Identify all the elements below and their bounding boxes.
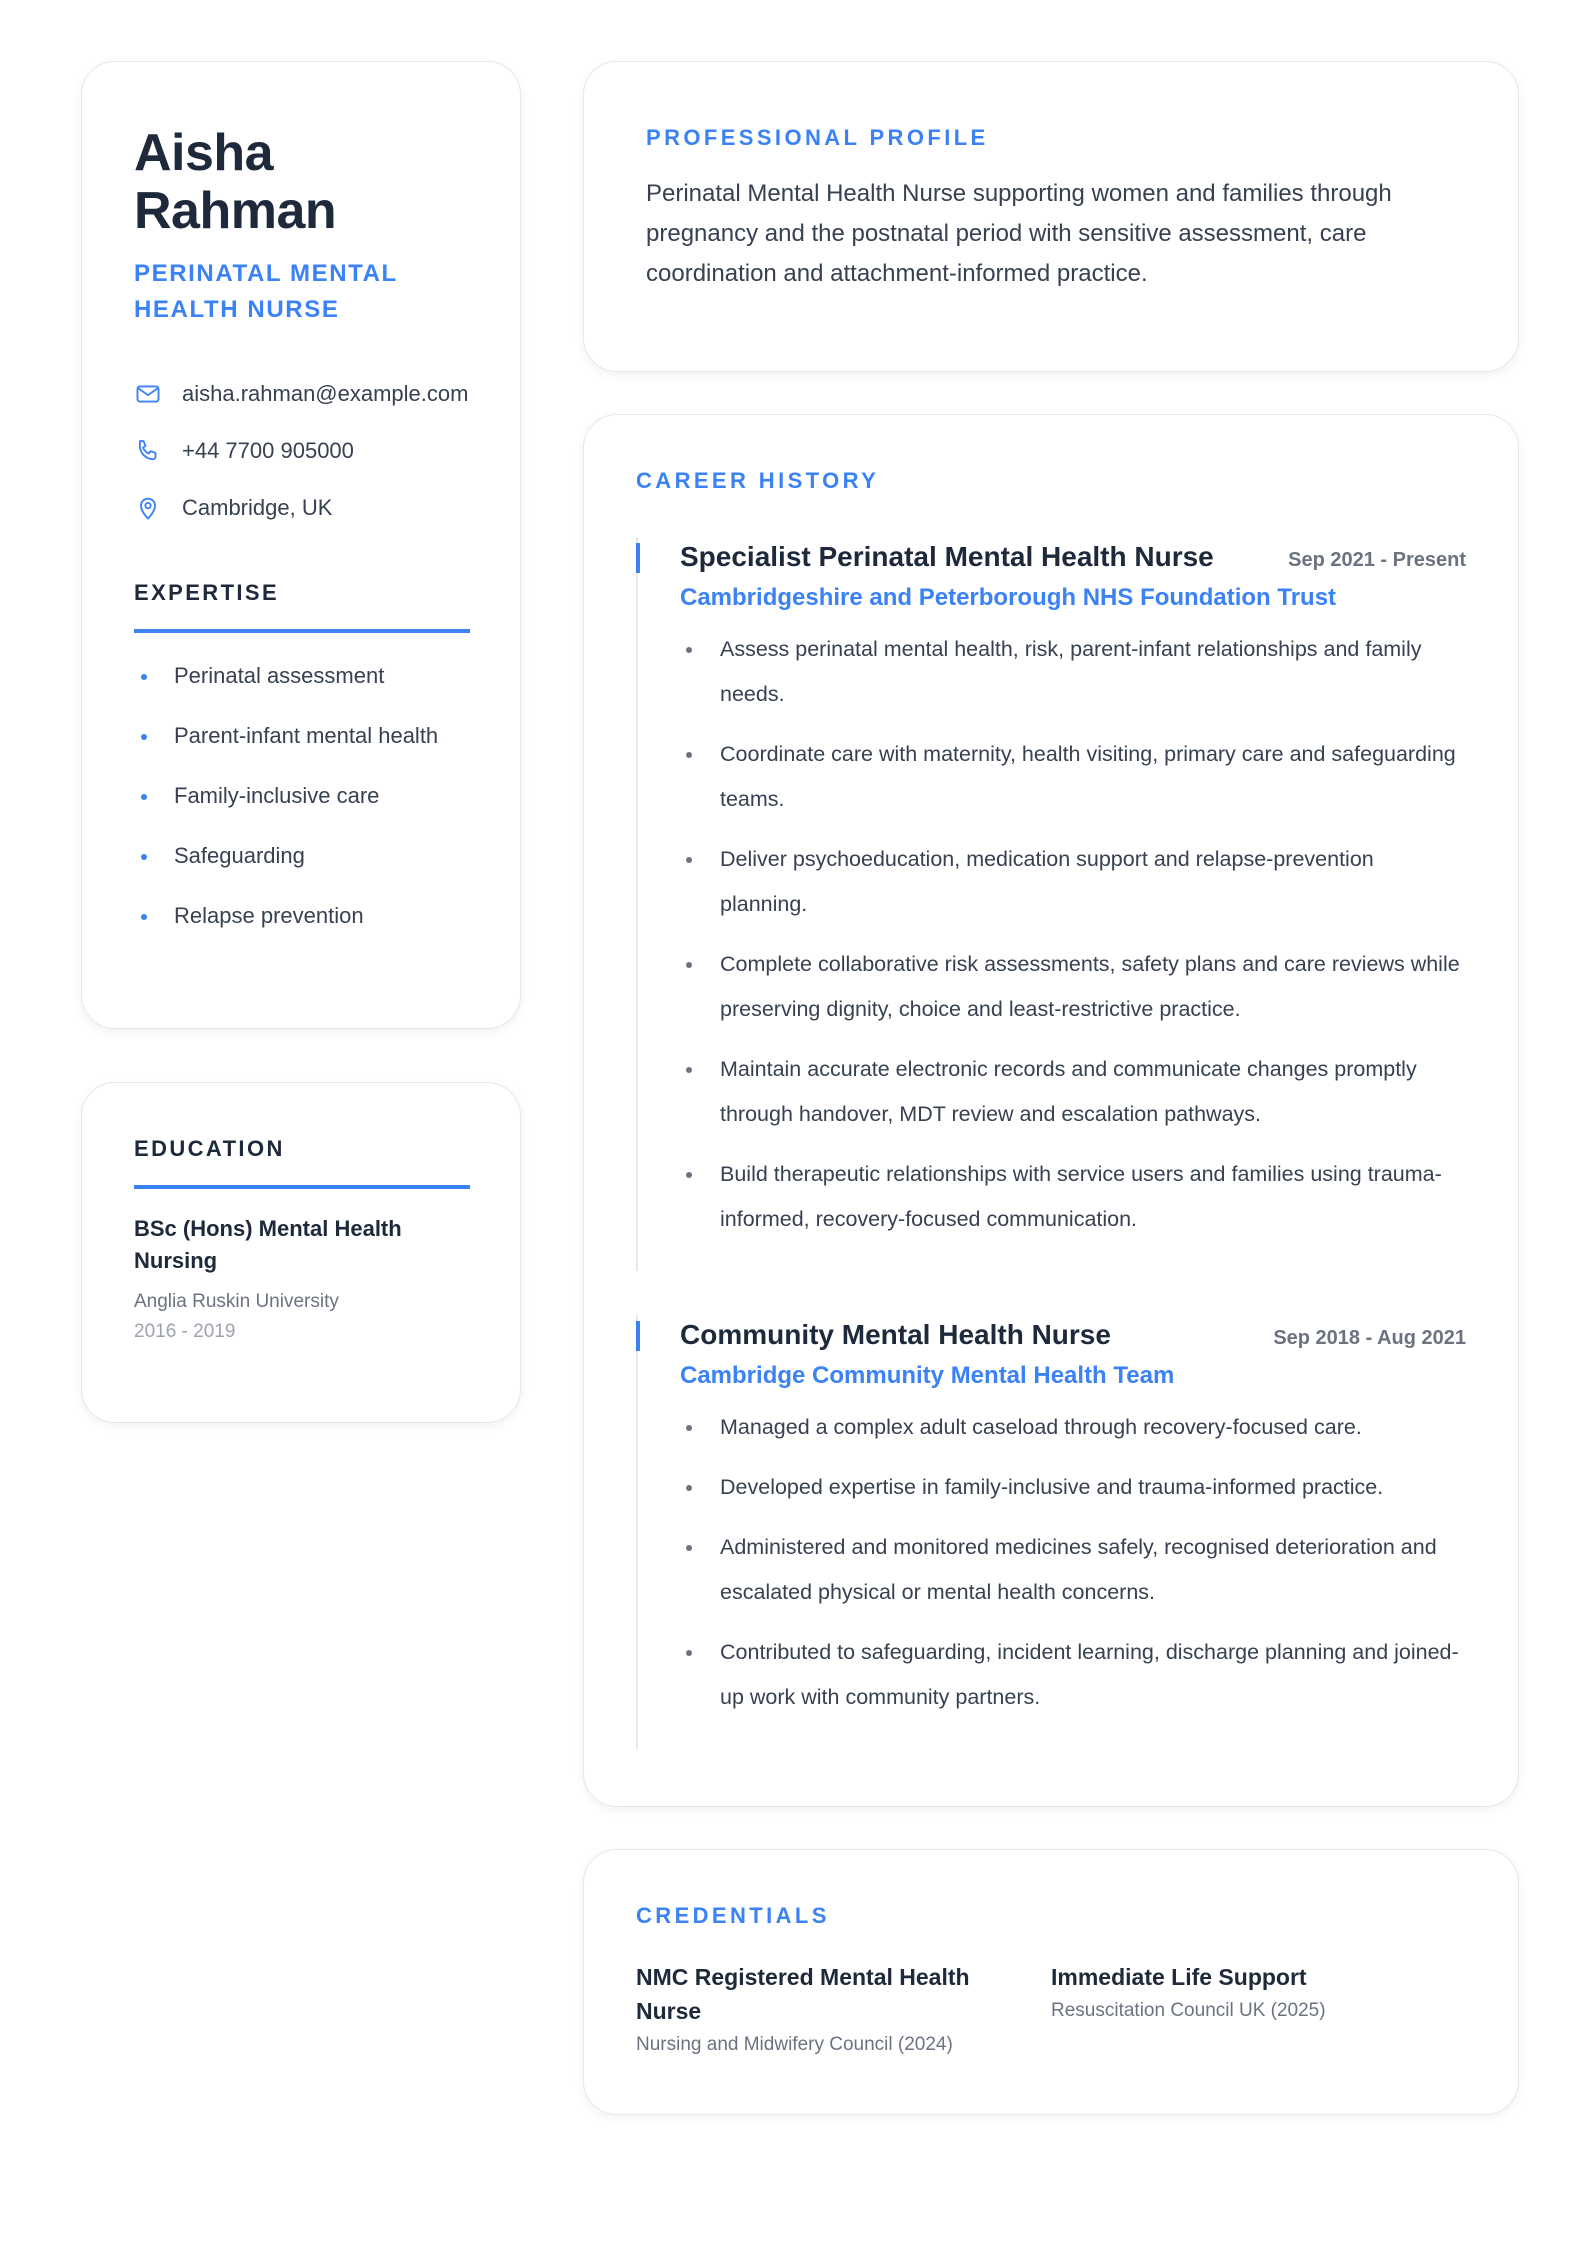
education-school: Anglia Ruskin University [134, 1291, 339, 1312]
job-bullet: Developed expertise in family-inclusive and trauma-informed practice. [680, 1465, 1466, 1510]
education-card [81, 1082, 521, 1423]
name-first: Aisha [134, 124, 274, 182]
phone-icon [134, 437, 162, 465]
credential-name: NMC Registered Mental Health Nurse [636, 1964, 970, 2024]
profile-card [583, 61, 1519, 372]
education-divider [134, 1185, 470, 1189]
timeline-line [636, 1315, 638, 1749]
candidate-name [134, 124, 468, 240]
contact-location [134, 494, 468, 522]
name-last: Rahman [134, 182, 337, 240]
career-heading: CAREER HISTORY [636, 468, 880, 493]
education-degree: BSc (Hons) Mental Health Nursing [134, 1216, 402, 1273]
education-heading: EDUCATION [134, 1136, 285, 1161]
timeline-line [636, 537, 638, 1271]
credentials-grid [636, 1960, 1466, 2060]
job-bullets [680, 1405, 1466, 1749]
job-bullets [680, 627, 1466, 1271]
job-entry [636, 1315, 1466, 1749]
job-bullet: Managed a complex adult caseload through recovery-focused care. [680, 1405, 1466, 1450]
job-title: Specialist Perinatal Mental Health Nurse [680, 541, 1214, 572]
credential-item [1051, 1960, 1466, 2060]
contact-email[interactable] [134, 380, 468, 408]
job-bullet: Contributed to safeguarding, incident learning, discharge planning and joined-up work with community partners. [680, 1630, 1466, 1720]
location-text: Cambridge, UK [182, 495, 333, 520]
expertise-divider [134, 629, 470, 633]
expertise-list [134, 661, 468, 931]
job-bullet: Assess perinatal mental health, risk, parent-infant relationships and family needs. [680, 627, 1466, 717]
expertise-item: Parent-infant mental health [134, 721, 468, 751]
job-organisation: Cambridgeshire and Peterborough NHS Foundation Trust [680, 584, 1337, 611]
contact-phone[interactable] [134, 437, 468, 465]
job-bullet: Administered and monitored medicines safely, recognised deterioration and escalated physical or mental health concerns. [680, 1525, 1466, 1615]
job-bullet: Complete collaborative risk assessments, safety plans and care reviews while preserving dignity, choice and least-restrictive practice. [680, 942, 1466, 1032]
contact-list [134, 380, 468, 522]
location-pin-icon [134, 494, 162, 522]
profile-heading: PROFESSIONAL PROFILE [646, 125, 989, 150]
expertise-item: Relapse prevention [134, 901, 468, 931]
timeline-marker [636, 543, 640, 573]
profile-summary: Perinatal Mental Health Nurse supporting women and families through pregnancy and the postnatal period with sensitive assessment, care coordination and attachment-informed practice. [646, 180, 1392, 287]
job-header [680, 537, 1466, 577]
job-dates: Sep 2018 - Aug 2021 [1273, 1327, 1466, 1349]
credential-issuer: Nursing and Midwifery Council (2024) [636, 2034, 953, 2055]
job-dates: Sep 2021 - Present [1288, 549, 1466, 571]
job-title: Community Mental Health Nurse [680, 1319, 1111, 1350]
education-years: 2016 - 2019 [134, 1321, 236, 1342]
expertise-item: Perinatal assessment [134, 661, 468, 691]
email-text: aisha.rahman@example.com [182, 381, 469, 406]
job-entry [636, 537, 1466, 1271]
expertise-heading: EXPERTISE [134, 580, 280, 605]
credentials-heading: CREDENTIALS [636, 1903, 830, 1928]
career-card [583, 414, 1519, 1807]
credential-item [636, 1960, 1051, 2060]
job-role: PERINATAL MENTAL HEALTH NURSE [134, 260, 398, 323]
expertise-section [134, 579, 468, 931]
mail-icon [134, 380, 162, 408]
job-bullet: Deliver psychoeducation, medication support and relapse-prevention planning. [680, 837, 1466, 927]
credential-name: Immediate Life Support [1051, 1964, 1307, 1990]
job-header [680, 1315, 1466, 1355]
job-organisation: Cambridge Community Mental Health Team [680, 1362, 1175, 1389]
sidebar-card [81, 61, 521, 1029]
expertise-item: Family-inclusive care [134, 781, 468, 811]
job-bullet: Build therapeutic relationships with service users and families using trauma-informed, recovery-focused communication. [680, 1152, 1466, 1242]
job-bullet: Maintain accurate electronic records and communicate changes promptly through handover, MDT review and escalation pathways. [680, 1047, 1466, 1137]
credentials-card [583, 1849, 1519, 2115]
phone-text: +44 7700 905000 [182, 438, 354, 463]
credential-issuer: Resuscitation Council UK (2025) [1051, 2000, 1326, 2021]
job-bullet: Coordinate care with maternity, health visiting, primary care and safeguarding teams. [680, 732, 1466, 822]
expertise-item: Safeguarding [134, 841, 468, 871]
timeline-marker [636, 1321, 640, 1351]
